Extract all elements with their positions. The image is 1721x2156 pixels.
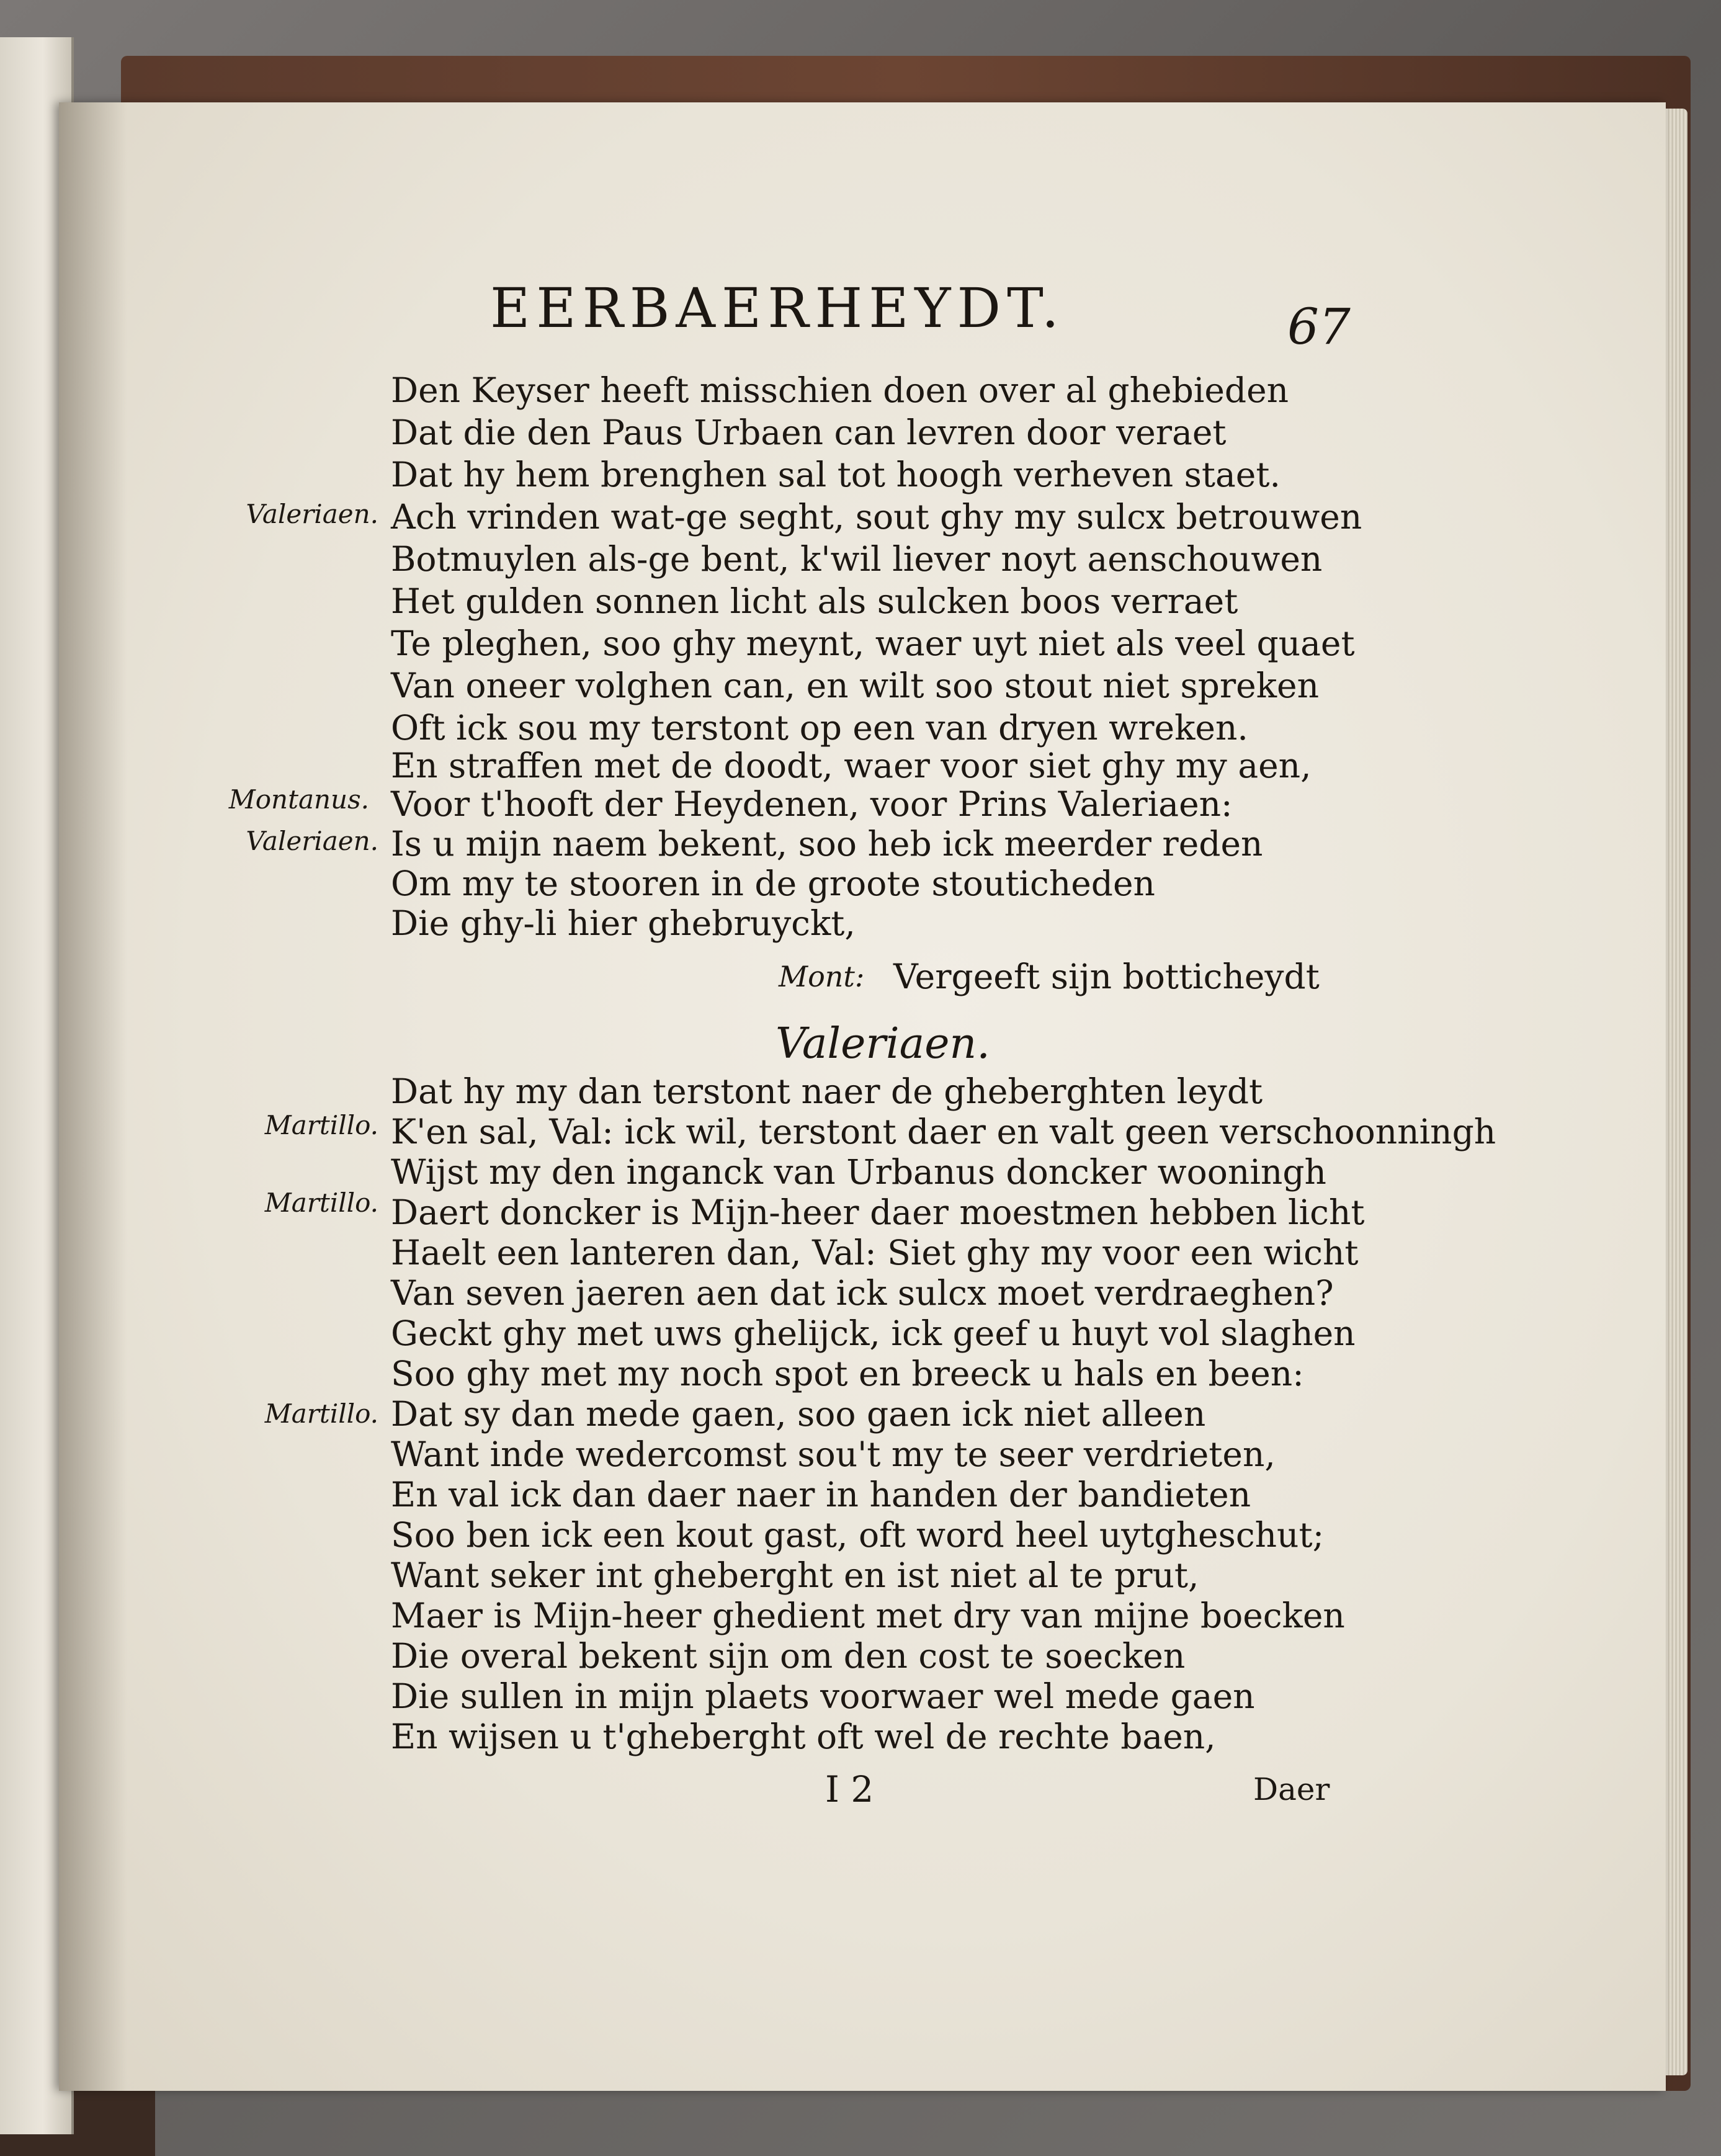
verse-line: Want inde wedercomst sou't my te seer verdrieten, (391, 1434, 1276, 1474)
verse-line: Is u mijn naem bekent, soo heb ick meerder reden (391, 824, 1263, 864)
verse-line: Botmuylen als-ge bent, k'wil liever noyt aenschouwen (391, 539, 1323, 579)
speaker-label: Valeriaen. (246, 826, 378, 856)
verse-line: Om my te stooren in de groote stouticheden (391, 864, 1155, 903)
verse-line: En wijsen u t'gheberght oft wel de rechte baen, (391, 1717, 1216, 1756)
verse-line: En val ick dan daer naer in handen der bandieten (391, 1475, 1251, 1514)
running-head: EERBAERHEYDT. (490, 276, 1065, 340)
verse-line: Dat hy my dan terstont naer de gheberghten leydt (391, 1071, 1263, 1111)
verse-line: Die ghy-li hier ghebruyckt, (391, 903, 856, 943)
catchword: Daer (1253, 1771, 1330, 1807)
verse-line: Soo ghy met my noch spot en breeck u hals en been: (391, 1354, 1304, 1393)
speaker-label: Montanus. (228, 784, 369, 815)
speaker-label: Martillo. (264, 1188, 378, 1218)
speaker-label: Valeriaen. (246, 499, 378, 529)
page-gutter-shadow (59, 102, 127, 2091)
verse-line: Want seker int gheberght en ist niet al te prut, (391, 1555, 1199, 1595)
verse-line: Soo ben ick een kout gast, oft word heel uytgheschut; (391, 1515, 1325, 1555)
verse-line: Dat sy dan mede gaen, soo gaen ick niet alleen (391, 1394, 1206, 1434)
section-heading: Valeriaen. (776, 1019, 990, 1068)
verse-line: Die overal bekent sijn om den cost te soecken (391, 1636, 1186, 1676)
verse-line: Oft ick sou my terstont op een van dryen wreken. (391, 708, 1248, 748)
speaker-label: Martillo. (264, 1110, 378, 1140)
verse-line: Die sullen in mijn plaets voorwaer wel mede gaen (391, 1676, 1255, 1716)
verse-line: Den Keyser heeft misschien doen over al ghebieden (391, 370, 1289, 410)
verse-line: Geckt ghy met uws ghelijck, ick geef u huyt vol slaghen (391, 1313, 1356, 1353)
verse-line: Dat die den Paus Urbaen can levren door veraet (391, 413, 1227, 452)
verse-line: Te pleghen, soo ghy meynt, waer uyt niet als veel quaet (391, 624, 1355, 663)
verse-line: En straffen met de doodt, waer voor siet ghy my aen, (391, 746, 1312, 785)
verse-line: Voor t'hooft der Heydenen, voor Prins Valeriaen: (391, 784, 1233, 824)
verse-line: Haelt een lanteren dan, Val: Siet ghy my voor een wicht (391, 1233, 1359, 1273)
speaker-label: Martillo. (264, 1398, 378, 1429)
verse-line: Dat hy hem brenghen sal tot hoogh verheven staet. (391, 455, 1281, 494)
inline-speaker-label: Mont: (779, 960, 865, 993)
verse-line: Van oneer volghen can, en wilt soo stout niet spreken (391, 666, 1320, 705)
signature-mark: I 2 (825, 1768, 874, 1810)
verse-line: Wijst my den inganck van Urbanus doncker wooningh (391, 1152, 1326, 1192)
verse-line: Vergeeft sijn botticheydt (893, 957, 1320, 996)
verse-line: Maer is Mijn-heer ghedient met dry van mijne boecken (391, 1596, 1345, 1635)
verse-line: Het gulden sonnen licht als sulcken boos verraet (391, 581, 1238, 621)
verse-line: K'en sal, Val: ick wil, terstont daer en valt geen verschoonningh (391, 1112, 1496, 1152)
verse-line: Van seven jaeren aen dat ick sulcx moet verdraeghen? (391, 1273, 1334, 1313)
verse-line: Daert doncker is Mijn-heer daer moestmen hebben licht (391, 1192, 1365, 1232)
verse-line: Ach vrinden wat-ge seght, sout ghy my sulcx betrouwen (391, 497, 1362, 537)
page-number: 67 (1287, 298, 1351, 356)
